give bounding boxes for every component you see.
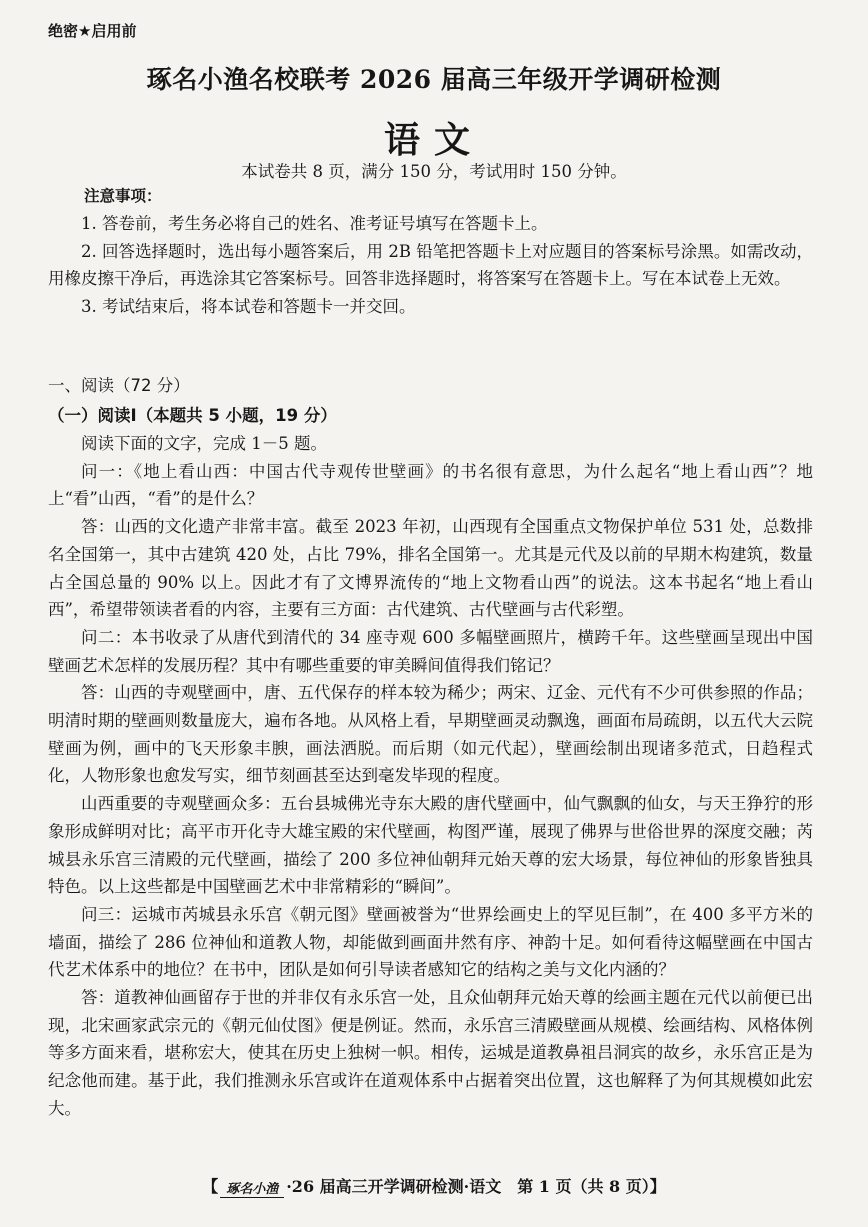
- notice-item: 1. 答卷前，考生务必将自己的姓名、准考证号填写在答题卡上。: [81, 214, 548, 233]
- passage-answer: 答：山西的文化遗产非常丰富。截至 2023 年初，山西现有全国重点文物保护单位 531 处，总数排名全国第一，其中古建筑 420 处，占比 79%，排名全国第一。尤其是元代及以前的早期木构建筑，数量占全国总量的 90% 以上。因此才有了文博界流传的“地上文物看山西”的说法。这本书起名“地上看山西”，希望带领读者看的内容，主要有三方面：古代建筑、古代壁画与古代彩塑。: [48, 517, 813, 620]
- reading-passage: [48, 430, 813, 1123]
- exam-title: 琢名小渔名校联考 2026 届高三年级开学调研检测: [146, 65, 722, 94]
- passage-answer: 答：山西的寺观壁画中，唐、五代保存的样本较为稀少；两宋、辽金、元代有不少可供参照的作品；明清时期的壁画则数量庞大，遍布各地。从风格上看，早期壁画灵动飘逸，画面布局疏朗，以五代大云院壁画为例，画中的飞天形象丰腴，画法洒脱。而后期（如元代起），壁画绘制出现诸多范式，日趋程式化，人物形象也愈发写实，细节刻画甚至达到毫发毕现的程度。: [48, 683, 813, 786]
- notice-heading: 注意事项：: [84, 187, 162, 205]
- passage-paragraph: 山西重要的寺观壁画众多：五台县城佛光寺东大殿的唐代壁画中，仙气飘飘的仙女，与天王狰狞的形象形成鲜明对比；高平市开化寺大雄宝殿的宋代壁画，构图严谨，展现了佛界与世俗世界的深度交融；芮城县永乐宫三清殿的元代壁画，描绘了 200 多位神仙朝拜元始天尊的宏大场景，每位神仙的形象皆独具特色。以上这些都是中国壁画艺术中非常精彩的“瞬间”。: [48, 794, 813, 897]
- passage-question: 问三：运城市芮城县永乐宫《朝元图》壁画被誉为“世界绘画史上的罕见巨制”，在 400 多平方米的墙面，描绘了 286 位神仙和道教人物，却能做到画面井然有序、神韵十足。如何看待这幅壁画在中国古代艺术体系中的地位？在书中，团队是如何引导读者感知它的结构之美与文化内涵的？: [48, 904, 813, 980]
- subsection-heading: （一）阅读Ⅰ（本题共 5 小题，19 分）: [48, 406, 337, 425]
- notice-item: 2. 回答选择题时，选出每小题答案后，用 2B 铅笔把答题卡上对应题目的答案标号涂黑。如需改动，用橡皮擦干净后，再选涂其它答案标号。回答非选择题时，将答案写在答题卡上。写在本试卷上无效。: [48, 241, 813, 288]
- notice-item: 3. 考试结束后，将本试卷和答题卡一并交回。: [81, 296, 416, 316]
- passage-question: 问二：本书收录了从唐代到清代的 34 座寺观 600 多幅壁画照片，横跨千年。这些壁画呈现出中国壁画艺术怎样的发展历程？其中有哪些重要的审美瞬间值得我们铭记？: [48, 627, 813, 675]
- section-heading: 一、阅读（72 分）: [48, 376, 190, 395]
- passage-question: 问一：《地上看山西：中国古代寺观传世壁画》的书名很有意思，为什么起名“地上看山西”？地上“看”山西，“看”的是什么？: [48, 461, 813, 509]
- subject-title: 语文: [383, 119, 484, 161]
- page-footer: [0, 1174, 868, 1198]
- footer-bracket-left: 【: [202, 1177, 219, 1196]
- exam-info: 本试卷共 8 页，满分 150 分，考试用时 150 分钟。: [241, 162, 627, 181]
- footer-bracket-right: 】: [649, 1177, 666, 1196]
- instruction: 阅读下面的文字，完成 1－5 题。: [81, 434, 327, 453]
- confidential-label: 绝密★启用前: [48, 22, 137, 40]
- notice-list: [48, 210, 813, 320]
- passage-answer: 答：道教神仙画留存于世的并非仅有永乐宫一处，且众仙朝拜元始天尊的绘画主题在元代以前便已出现，北宋画家武宗元的《朝元仙仗图》便是例证。然而，永乐宫三清殿壁画从规模、绘画结构、风格体例等多方面来看，堪称宏大，使其在历史上独树一帜。相传，运城是道教鼻祖吕洞宾的故乡，永乐宫正是为纪念他而建。基于此，我们推测永乐宫或许在道观体系中占据着突出位置，这也解释了为何其规模如此宏大。: [48, 988, 813, 1118]
- footer-text: ·26 届高三开学调研检测·语文 第 1 页（共 8 页）: [286, 1177, 650, 1196]
- brand-logo: 琢名小渔: [220, 1178, 284, 1198]
